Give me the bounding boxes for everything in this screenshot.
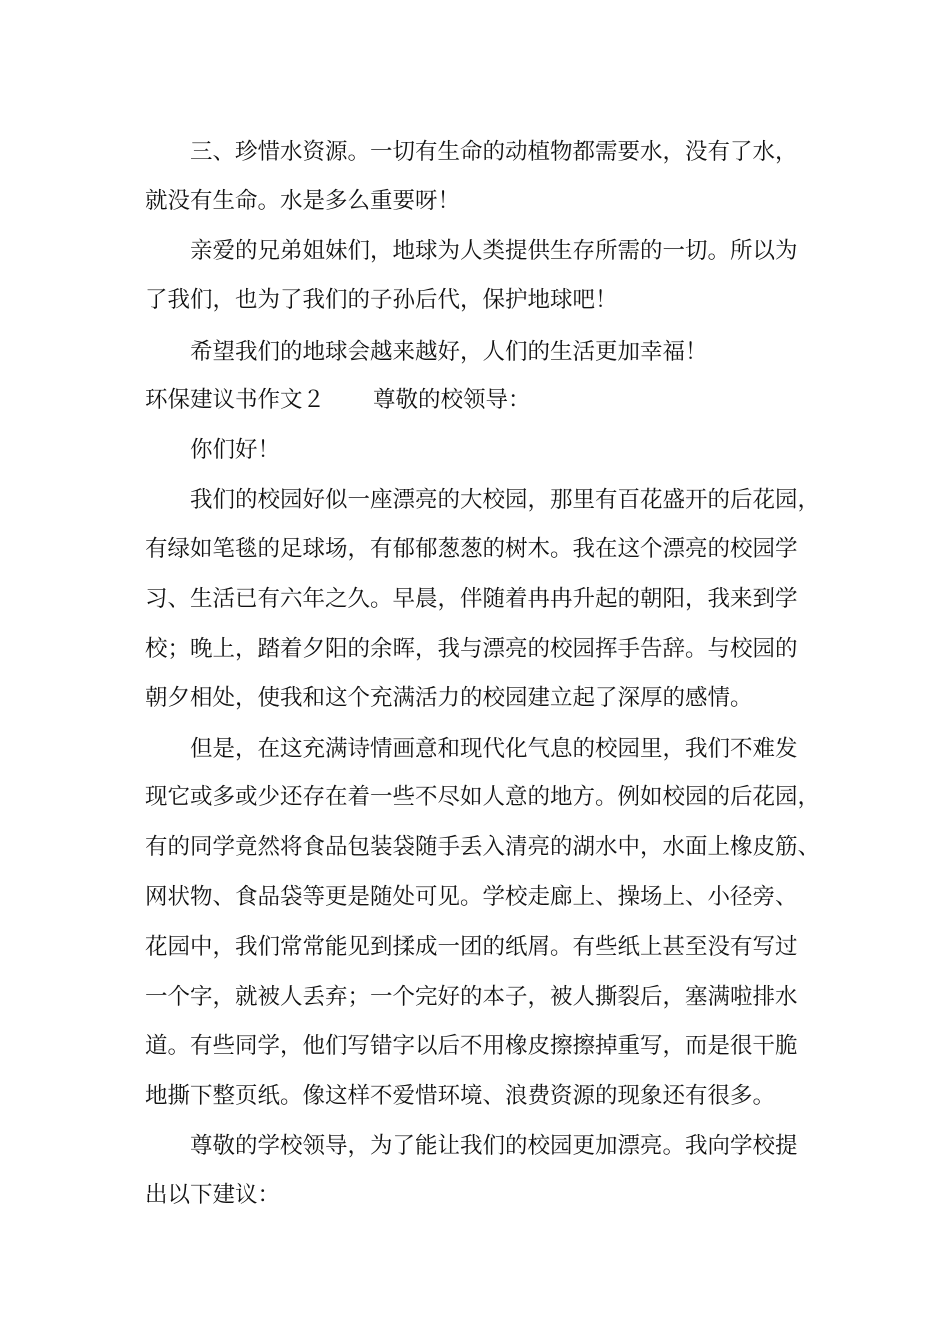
text-line: 三、珍惜水资源。一切有生命的动植物都需要水，没有了水， — [190, 139, 798, 165]
text-line: 希望我们的地球会越来越好，人们的生活更加幸福！ — [190, 339, 708, 365]
text-line: 但是，在这充满诗情画意和现代化气息的校园里，我们不难发 — [190, 736, 798, 762]
text-line: 朝夕相处，使我和这个充满活力的校园建立起了深厚的感情。 — [145, 685, 753, 711]
text-line: 有绿如笔毯的足球场，有郁郁葱葱的树木。我在这个漂亮的校园学 — [145, 536, 798, 562]
text-line: 尊敬的学校领导，为了能让我们的校园更加漂亮。我向学校提 — [190, 1133, 798, 1159]
text-line: 校；晚上，踏着夕阳的余晖，我与漂亮的校园挥手告辞。与校园的 — [145, 636, 798, 662]
text-line: 网状物、食品袋等更是随处可见。学校走廊上、操场上、小径旁、 — [145, 884, 798, 910]
text-line: 了我们，也为了我们的子孙后代，保护地球吧！ — [145, 287, 618, 313]
text-line: 你们好！ — [190, 437, 281, 463]
section-title: 环保建议书作文２ — [145, 387, 326, 413]
text-line: 地撕下整页纸。像这样不爱惜环境、浪费资源的现象还有很多。 — [145, 1083, 776, 1109]
text-line: 花园中，我们常常能见到揉成一团的纸屑。有些纸上甚至没有写过 — [145, 934, 798, 960]
text-line: 现它或多或少还存在着一些不尽如人意的地方。例如校园的后花园， — [145, 784, 821, 810]
text-line: 习、生活已有六年之久。早晨，伴随着冉冉升起的朝阳，我来到学 — [145, 586, 798, 612]
text-line: 出以下建议： — [145, 1182, 281, 1208]
text-line: 就没有生命。水是多么重要呀！ — [145, 188, 461, 214]
salutation: 尊敬的校领导： — [373, 387, 531, 413]
text-line: 我们的校园好似一座漂亮的大校园，那里有百花盛开的后花园， — [190, 487, 821, 513]
text-line: 亲爱的兄弟姐妹们，地球为人类提供生存所需的一切。所以为 — [190, 238, 798, 264]
text-line: 一个字，就被人丢弃；一个完好的本子，被人撕裂后，塞满啦排水 — [145, 984, 798, 1010]
section-title-line — [145, 385, 825, 415]
text-line: 有的同学竟然将食品包装袋随手丢入清亮的湖水中，水面上橡皮筋、 — [145, 834, 821, 860]
text-line: 道。有些同学，他们写错字以后不用橡皮擦擦掉重写，而是很干脆 — [145, 1033, 798, 1059]
